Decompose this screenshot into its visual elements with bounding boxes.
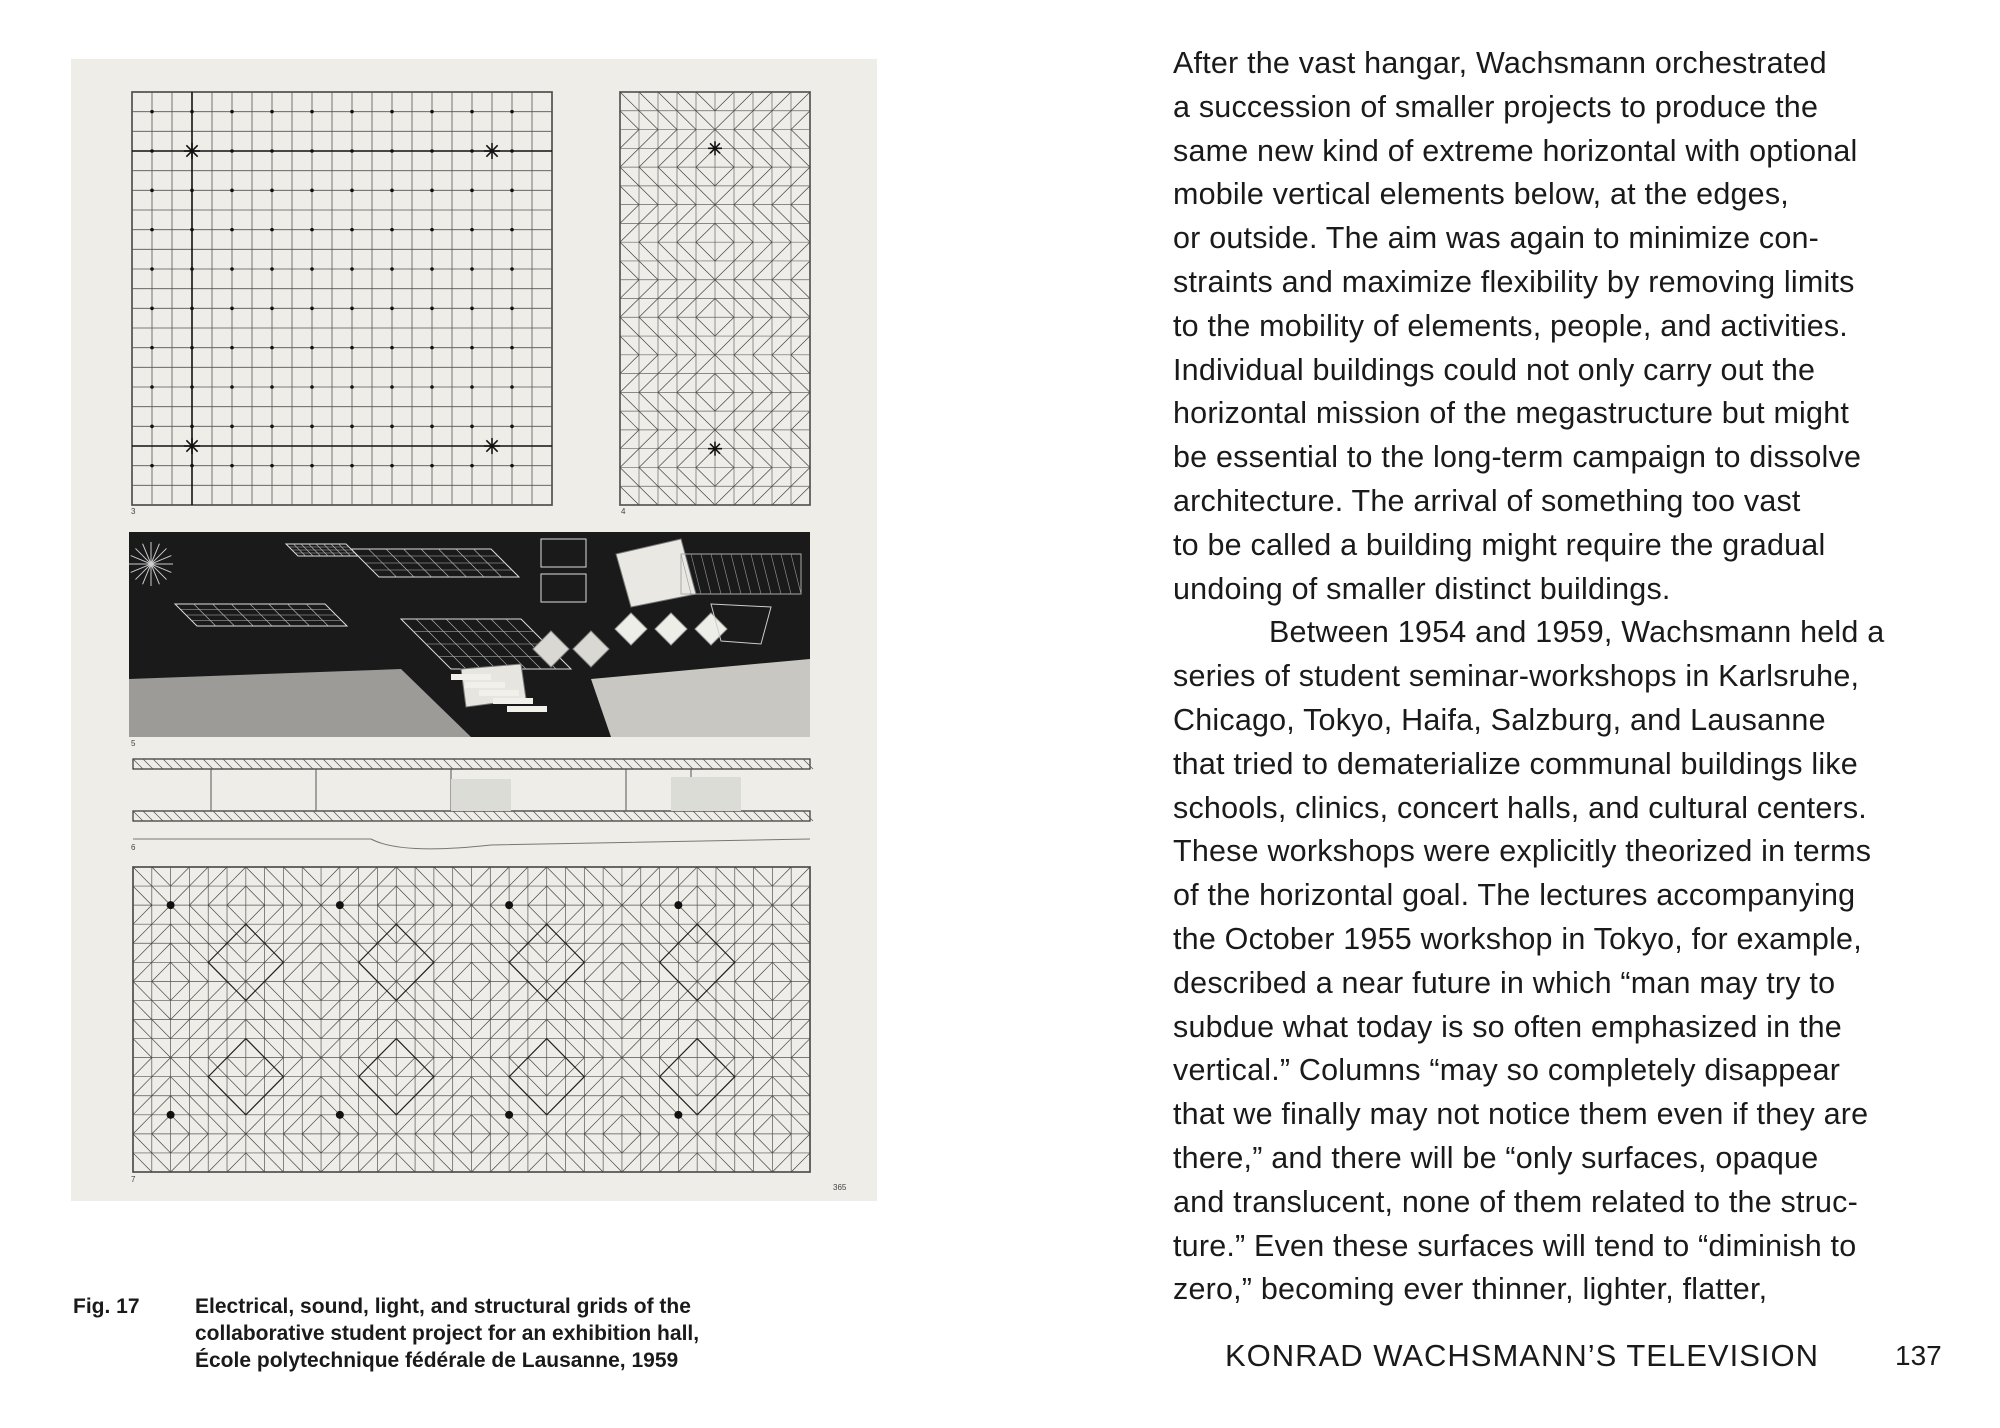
- text-line: zero,” becoming ever thinner, lighter, flatter,: [1173, 1272, 1768, 1307]
- caption-line: Electrical, sound, light, and structural grids of the: [195, 1295, 691, 1318]
- figure-label: Fig. 17: [73, 1295, 140, 1318]
- text-line: undoing of smaller distinct buildings.: [1173, 571, 1671, 606]
- text-line: or outside. The aim was again to minimize con-: [1173, 221, 1820, 256]
- text-line: be essential to the long-term campaign to dissolve: [1173, 440, 1862, 475]
- text-line: same new kind of extreme horizontal with optional: [1173, 133, 1858, 168]
- model-photograph: [129, 532, 810, 737]
- text-line: series of student seminar-workshops in Karlsruhe,: [1173, 659, 1860, 694]
- text-line: Individual buildings could not only carry out the: [1173, 352, 1816, 387]
- text-line: These workshops were explicitly theorized in terms: [1173, 834, 1872, 869]
- text-line: described a near future in which “man may try to: [1173, 965, 1836, 1000]
- text-line: subdue what today is so often emphasized in the: [1173, 1009, 1842, 1044]
- text-line: vertical.” Columns “may so completely disappear: [1173, 1053, 1841, 1088]
- text-line: the October 1955 workshop in Tokyo, for example,: [1173, 921, 1862, 956]
- caption-text: [195, 1293, 835, 1374]
- text-line: and translucent, none of them related to the struc-: [1173, 1184, 1858, 1219]
- structural-grid-plan: [133, 867, 810, 1172]
- plate-number-7: 7: [131, 1175, 136, 1184]
- text-line: After the vast hangar, Wachsmann orchestrated: [1173, 46, 1827, 80]
- text-line: horizontal mission of the megastructure but might: [1173, 396, 1850, 431]
- plate-page-mark: 365: [833, 1183, 847, 1192]
- running-head: KONRAD WACHSMANN’S TELEVISION: [1225, 1338, 1819, 1373]
- text-line: there,” and there will be “only surfaces, opaque: [1173, 1140, 1819, 1175]
- figure-plate: [71, 59, 877, 1201]
- caption-line: École polytechnique fédérale de Lausanne, 1959: [195, 1349, 679, 1372]
- plate-number-5: 5: [131, 739, 136, 748]
- text-line-indented: Between 1954 and 1959, Wachsmann held a: [1269, 615, 1885, 650]
- text-line: a succession of smaller projects to produce the: [1173, 89, 1819, 124]
- body-text: [1173, 42, 1953, 1312]
- page-number: 137: [1895, 1340, 1942, 1371]
- plate-number-3: 3: [131, 507, 136, 516]
- text-line: to be called a building might require the gradual: [1173, 527, 1826, 562]
- text-line: that we finally may not notice them even if they are: [1173, 1097, 1869, 1132]
- text-line: that tried to dematerialize communal buildings like: [1173, 746, 1858, 781]
- diagonal-grid-plan: [620, 92, 810, 505]
- text-line: Chicago, Tokyo, Haifa, Salzburg, and Lausanne: [1173, 702, 1826, 737]
- section-elevation: [133, 759, 813, 849]
- text-line: straints and maximize flexibility by removing limits: [1173, 264, 1855, 299]
- text-line: to the mobility of elements, people, and activities.: [1173, 308, 1848, 343]
- text-line: ture.” Even these surfaces will tend to “diminish to: [1173, 1228, 1857, 1263]
- figure-drawings: [71, 59, 877, 1201]
- plate-number-4: 4: [621, 507, 626, 516]
- plate-number-6: 6: [131, 843, 136, 852]
- text-line: architecture. The arrival of something too vast: [1173, 483, 1801, 518]
- text-line: of the horizontal goal. The lectures accompanying: [1173, 878, 1856, 913]
- caption-line: collaborative student project for an exhibition hall,: [195, 1322, 700, 1345]
- electrical-grid-plan: [132, 92, 552, 505]
- text-line: mobile vertical elements below, at the edges,: [1173, 177, 1789, 212]
- text-line: schools, clinics, concert halls, and cultural centers.: [1173, 790, 1867, 825]
